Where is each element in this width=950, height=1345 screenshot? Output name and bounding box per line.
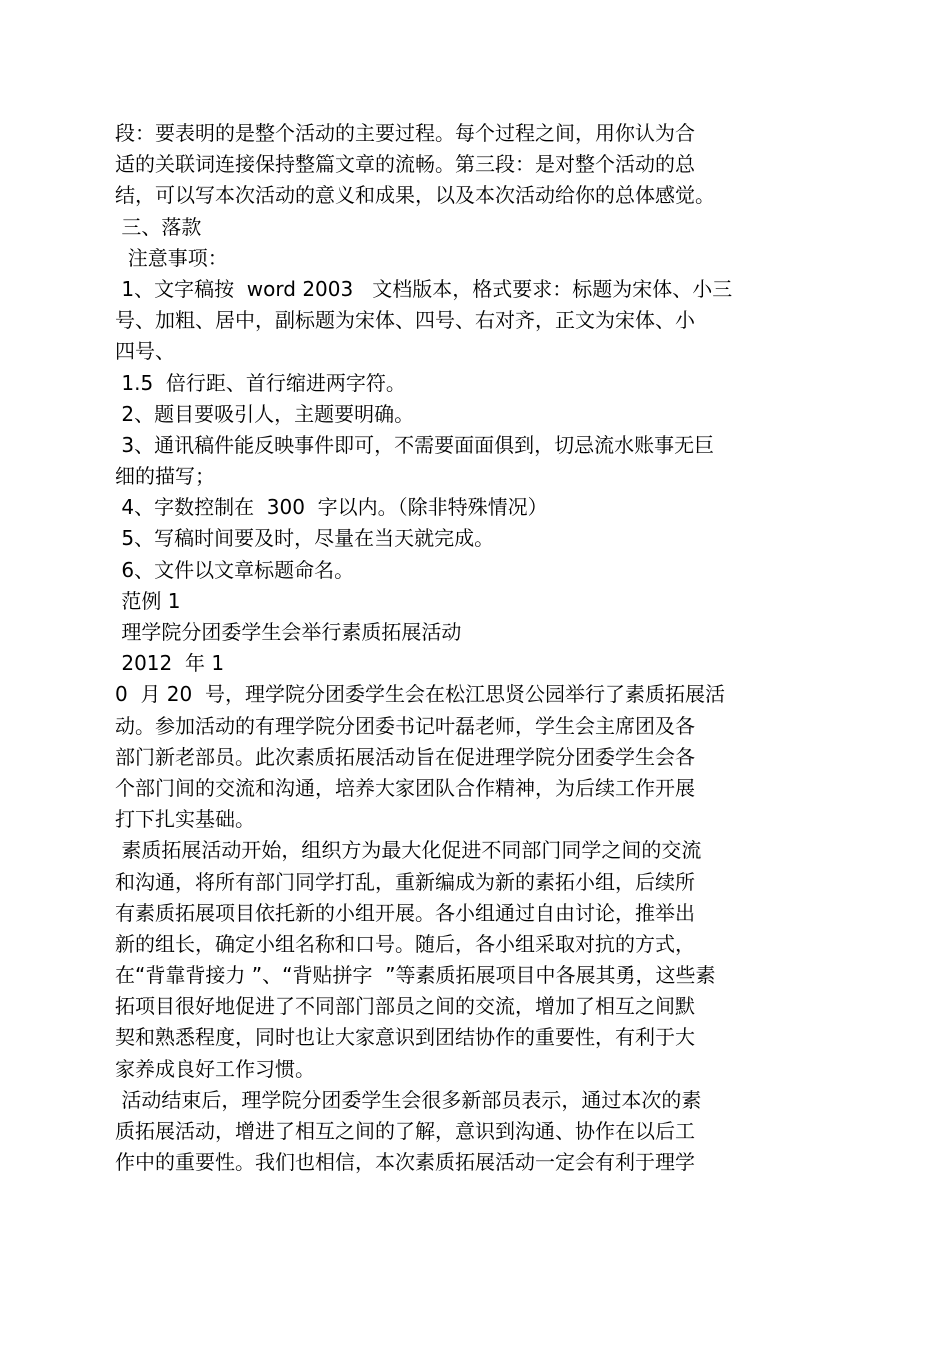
text-line: 1.5 倍行距、首行缩进两字符。 (115, 370, 406, 395)
text-line: 素质拓展活动开始，组织方为最大化促进不同部门同学之间的交流 (115, 838, 702, 863)
text-line: 段：要表明的是整个活动的主要过程。每个过程之间，用你认为合 (115, 121, 695, 145)
text-line: 四号、 (115, 339, 175, 364)
text-line: 在“背靠背接力 ”、“背贴拼字 ”等素质拓展项目中各展其勇，这些素 (115, 963, 716, 988)
example-heading: 范例 1 (115, 588, 181, 613)
text-line: 部门新老部员。此次素质拓展活动旨在促进理学院分团委学生会各 (115, 744, 695, 769)
text-line: 新的组长，确定小组名称和口号。随后，各小组采取对抗的方式， (115, 931, 695, 956)
text-line: 和沟通，将所有部门同学打乱，重新编成为新的素拓小组，后续所 (115, 869, 695, 894)
text-line: 结，可以写本次活动的意义和成果，以及本次活动给你的总体感觉。 (115, 183, 715, 208)
text-line: 契和熟悉程度，同时也让大家意识到团结协作的重要性，有利于大 (115, 1025, 695, 1050)
text-line: 细的描写； (115, 464, 215, 489)
document-body (115, 118, 815, 1178)
text-line: 活动结束后，理学院分团委学生会很多新部员表示，通过本次的素 (115, 1087, 702, 1112)
notes-heading: 注意事项： (115, 245, 228, 270)
text-line: 3、通讯稿件能反映事件即可，不需要面面俱到，切忌流水账事无巨 (115, 432, 715, 457)
text-line: 质拓展活动，增进了相互之间的了解，意识到沟通、协作在以后工 (115, 1119, 695, 1143)
text-line: 拓项目很好地促进了不同部门部员之间的交流，增加了相互之间默 (115, 994, 695, 1019)
text-line: 号、加粗、居中，副标题为宋体、四号、右对齐，正文为宋体、小 (115, 308, 695, 333)
text-line: 4、字数控制在 300 字以内。（除非特殊情况） (115, 495, 548, 520)
example-title: 理学院分团委学生会举行素质拓展活动 (115, 620, 462, 644)
text-line: 有素质拓展项目依托新的小组开展。各小组通过自由讨论，推举出 (115, 900, 695, 925)
text-line: 作中的重要性。我们也相信，本次素质拓展活动一定会有利于理学 (115, 1150, 695, 1175)
text-line: 0 月 20 号，理学院分团委学生会在松江思贤公园举行了素质拓展活 (115, 682, 725, 707)
text-line: 5、写稿时间要及时，尽量在当天就完成。 (115, 526, 495, 551)
text-line: 个部门间的交流和沟通，培养大家团队合作精神，为后续工作开展 (115, 775, 695, 800)
section-heading: 三、落款 (115, 214, 202, 239)
text-line: 6、文件以文章标题命名。 (115, 557, 355, 582)
text-line: 2、题目要吸引人，主题要明确。 (115, 401, 415, 426)
text-line: 2012 年 1 (115, 651, 225, 676)
text-line: 1、文字稿按 word 2003 文档版本，格式要求：标题为宋体、小三 (115, 276, 733, 301)
text-line: 打下扎实基础。 (115, 807, 255, 832)
text-line: 动。参加活动的有理学院分团委书记叶磊老师，学生会主席团及各 (115, 713, 695, 738)
text-line: 家养成良好工作习惯。 (115, 1056, 315, 1081)
text-line: 适的关联词连接保持整篇文章的流畅。第三段：是对整个活动的总 (115, 152, 695, 177)
